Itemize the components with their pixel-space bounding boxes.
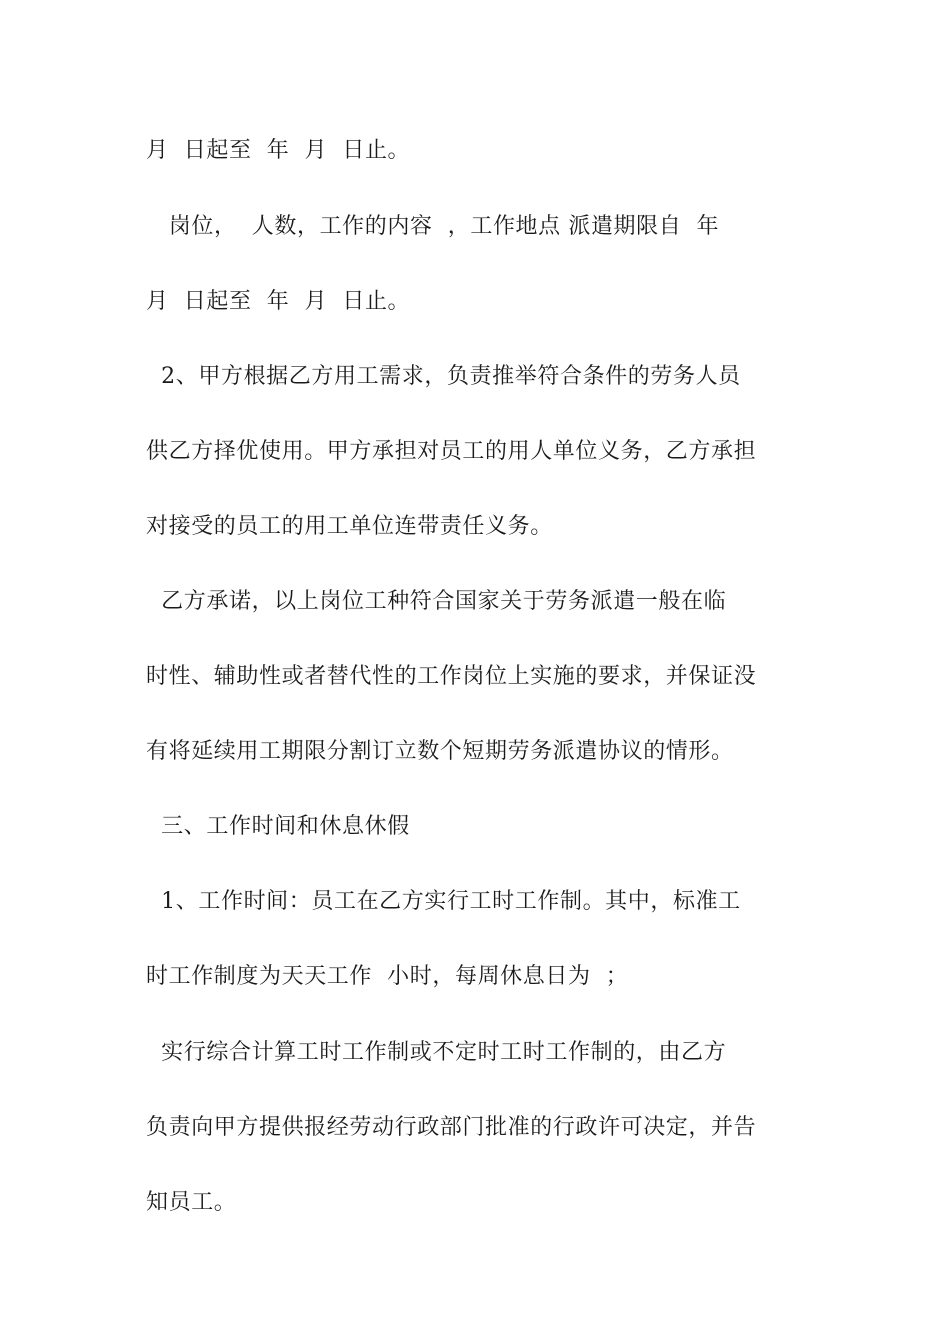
text-line: 时性、辅助性或者替代性的工作岗位上实施的要求，并保证没	[146, 664, 757, 689]
text-line: 1、工作时间：员工在乙方实行工时工作制。其中，标准工	[146, 889, 741, 914]
section-heading: 三、工作时间和休息休假	[146, 814, 410, 839]
text-line: 乙方承诺，以上岗位工种符合国家关于劳务派遣一般在临	[146, 589, 727, 614]
text-line: 负责向甲方提供报经劳动行政部门批准的行政许可决定，并告	[146, 1115, 757, 1140]
text-line: 有将延续用工期限分割订立数个短期劳务派遣协议的情形。	[146, 739, 734, 764]
text-line: 实行综合计算工时工作制或不定时工时工作制的，由乙方	[146, 1040, 727, 1065]
text-line: 时工作制度为天天工作 小时，每周休息日为 ；	[146, 964, 629, 989]
text-line: 供乙方择优使用。甲方承担对员工的用人单位义务，乙方承担	[146, 439, 757, 464]
text-line: 对接受的员工的用工单位连带责任义务。	[146, 514, 553, 539]
text-line: 月 日起至 年 月 日止。	[146, 289, 411, 314]
text-line: 岗位， 人数，工作的内容 ，工作地点 派遣期限自 年	[146, 214, 720, 239]
text-line: 2、甲方根据乙方用工需求，负责推举符合条件的劳务人员	[146, 364, 741, 389]
text-line: 月 日起至 年 月 日止。	[146, 138, 411, 163]
text-line: 知员工。	[146, 1190, 237, 1215]
